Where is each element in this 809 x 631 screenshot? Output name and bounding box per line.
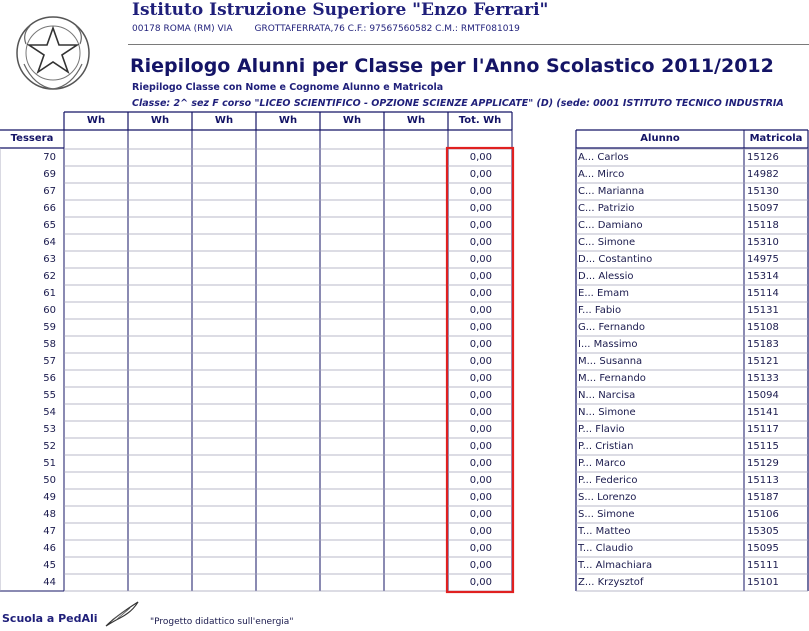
tessera-cell: 48 — [43, 509, 56, 520]
tessera-cell: 51 — [43, 458, 56, 469]
tessera-cell: 64 — [43, 237, 56, 248]
tessera-cell: 49 — [43, 492, 56, 503]
alunno-cell: F... Fabio — [578, 305, 622, 316]
tot-wh-cell: 0,00 — [469, 475, 492, 486]
tessera-cell: 55 — [43, 390, 56, 401]
alunno-cell: P... Flavio — [578, 424, 625, 435]
address-left: 00178 ROMA (RM) VIA — [132, 24, 233, 34]
report-title: Riepilogo Alunni per Classe per l'Anno Scolastico 2011/2012 — [130, 55, 774, 77]
alunno-cell: M... Susanna — [578, 356, 643, 367]
tessera-cell: 62 — [43, 271, 56, 282]
quill-icon — [102, 598, 142, 628]
matricola-cell: 15121 — [747, 356, 779, 367]
tot-wh-cell: 0,00 — [469, 169, 492, 180]
wh-column-header: Wh — [150, 115, 170, 126]
matricola-cell: 15310 — [747, 237, 779, 248]
alunno-cell: S... Simone — [578, 509, 635, 520]
tessera-cell: 44 — [43, 577, 56, 588]
alunno-cell: G... Fernando — [578, 322, 646, 333]
matricola-cell: 15095 — [747, 543, 779, 554]
matricola-cell: 15118 — [747, 220, 779, 231]
tessera-cell: 70 — [43, 152, 56, 163]
tessera-cell: 63 — [43, 254, 56, 265]
tot-wh-cell: 0,00 — [469, 356, 492, 367]
school-name: Istituto Istruzione Superiore "Enzo Ferrari" — [132, 0, 549, 20]
tessera-cell: 54 — [43, 407, 56, 418]
tot-wh-cell: 0,00 — [469, 458, 492, 469]
matricola-cell: 15115 — [747, 441, 779, 452]
footer-logo: Scuola a PedAli — [2, 612, 98, 625]
matricola-cell: 15183 — [747, 339, 779, 350]
tot-wh-cell: 0,00 — [469, 543, 492, 554]
matricola-cell: 15097 — [747, 203, 779, 214]
tessera-cell: 65 — [43, 220, 56, 231]
tot-wh-cell: 0,00 — [469, 560, 492, 571]
tessera-cell: 60 — [43, 305, 56, 316]
alunno-cell: Z... Krzysztof — [578, 577, 644, 588]
alunno-cell: A... Mirco — [578, 169, 625, 180]
matricola-cell: 15131 — [747, 305, 779, 316]
alunno-cell: D... Alessio — [578, 271, 634, 282]
alunno-cell: T... Matteo — [578, 526, 631, 537]
tessera-cell: 53 — [43, 424, 56, 435]
tessera-cell: 66 — [43, 203, 56, 214]
class-info: Classe: 2^ sez F corso "LICEO SCIENTIFICO - OPZIONE SCIENZE APPLICATE" (D) (sede: 0001 ISTITUTO TECNICO INDUSTRIA — [132, 98, 784, 109]
tot-wh-cell: 0,00 — [469, 373, 492, 384]
tessera-cell: 47 — [43, 526, 56, 537]
tot-wh-cell: 0,00 — [469, 509, 492, 520]
report-subtitle: Riepilogo Classe con Nome e Cognome Alunno e Matricola — [132, 82, 444, 93]
tot-wh-cell: 0,00 — [469, 186, 492, 197]
alunno-cell: D... Costantino — [578, 254, 653, 265]
tot-wh-cell: 0,00 — [469, 322, 492, 333]
matricola-cell: 15187 — [747, 492, 779, 503]
tessera-cell: 58 — [43, 339, 56, 350]
tessera-cell: 67 — [43, 186, 56, 197]
tot-wh-cell: 0,00 — [469, 390, 492, 401]
matricola-cell: 14982 — [747, 169, 779, 180]
tot-wh-cell: 0,00 — [469, 305, 492, 316]
matricola-cell: 14975 — [747, 254, 779, 265]
matricola-cell: 15126 — [747, 152, 779, 163]
tessera-cell: 50 — [43, 475, 56, 486]
tessera-cell: 57 — [43, 356, 56, 367]
tessera-cell: 61 — [43, 288, 56, 299]
address-right: GROTTAFERRATA,76 C.F.: 97567560582 C.M.: RMTF081019 — [254, 24, 520, 34]
wh-column-header: Wh — [278, 115, 298, 126]
alunno-cell: C... Simone — [578, 237, 636, 248]
matricola-cell: 15314 — [747, 271, 779, 282]
alunno-cell: P... Federico — [578, 475, 638, 486]
alunno-cell: N... Narcisa — [578, 390, 636, 401]
alunno-cell: T... Almachiara — [578, 560, 653, 571]
tessera-cell: 45 — [43, 560, 56, 571]
tot-wh-cell: 0,00 — [469, 237, 492, 248]
alunno-cell: I... Massimo — [578, 339, 638, 350]
tessera-cell: 56 — [43, 373, 56, 384]
tot-wh-cell: 0,00 — [469, 441, 492, 452]
matricola-cell: 15129 — [747, 458, 779, 469]
alunno-column-header: Alunno — [640, 133, 680, 144]
tot-wh-cell: 0,00 — [469, 271, 492, 282]
wh-column-header: Wh — [214, 115, 234, 126]
matricola-column-header: Matricola — [749, 133, 803, 144]
matricola-cell: 15113 — [747, 475, 779, 486]
alunno-cell: P... Cristian — [578, 441, 634, 452]
matricola-cell: 15141 — [747, 407, 779, 418]
tot-wh-column-header: Tot. Wh — [458, 115, 502, 126]
tessera-cell: 46 — [43, 543, 56, 554]
matricola-cell: 15114 — [747, 288, 779, 299]
alunno-cell: C... Damiano — [578, 220, 643, 231]
tot-wh-cell: 0,00 — [469, 526, 492, 537]
alunno-cell: N... Simone — [578, 407, 636, 418]
tot-wh-cell: 0,00 — [469, 339, 492, 350]
matricola-cell: 15111 — [747, 560, 779, 571]
matricola-cell: 15117 — [747, 424, 779, 435]
alunno-cell: C... Patrizio — [578, 203, 635, 214]
tessera-cell: 69 — [43, 169, 56, 180]
matricola-cell: 15106 — [747, 509, 779, 520]
tot-wh-cell: 0,00 — [469, 152, 492, 163]
wh-column-header: Wh — [406, 115, 426, 126]
matricola-cell: 15130 — [747, 186, 779, 197]
alunno-cell: A... Carlos — [578, 152, 629, 163]
matricola-cell: 15094 — [747, 390, 779, 401]
tot-wh-cell: 0,00 — [469, 424, 492, 435]
tot-wh-cell: 0,00 — [469, 220, 492, 231]
matricola-cell: 15101 — [747, 577, 779, 588]
alunno-cell: E... Emam — [578, 288, 629, 299]
tessera-cell: 52 — [43, 441, 56, 452]
tot-wh-cell: 0,00 — [469, 577, 492, 588]
matricola-cell: 15108 — [747, 322, 779, 333]
alunno-cell: C... Marianna — [578, 186, 645, 197]
alunno-cell: S... Lorenzo — [578, 492, 637, 503]
tessera-cell: 59 — [43, 322, 56, 333]
alunno-cell: P... Marco — [578, 458, 626, 469]
alunno-cell: T... Claudio — [578, 543, 634, 554]
wh-column-header: Wh — [342, 115, 362, 126]
matricola-cell: 15305 — [747, 526, 779, 537]
alunno-cell: M... Fernando — [578, 373, 646, 384]
wh-column-header: Wh — [86, 115, 106, 126]
tot-wh-cell: 0,00 — [469, 254, 492, 265]
tot-wh-cell: 0,00 — [469, 492, 492, 503]
matricola-cell: 15133 — [747, 373, 779, 384]
tot-wh-cell: 0,00 — [469, 288, 492, 299]
tot-wh-cell: 0,00 — [469, 203, 492, 214]
tessera-column-header: Tessera — [10, 133, 54, 144]
project-description: "Progetto didattico sull'energia" — [150, 617, 294, 627]
tot-wh-cell: 0,00 — [469, 407, 492, 418]
